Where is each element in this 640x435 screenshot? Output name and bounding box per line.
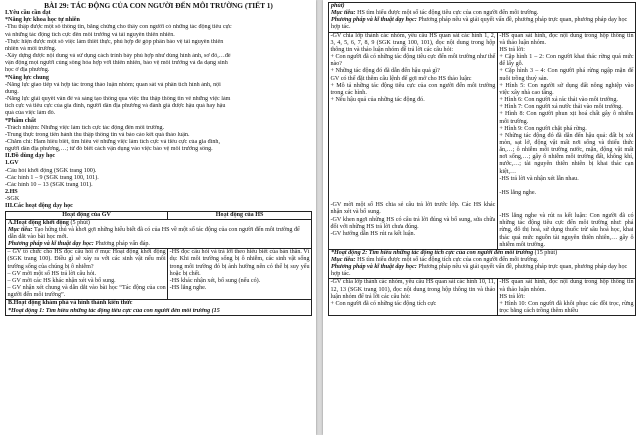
gv-step: + Con người đã có những tác động tiêu cực đến môi trường như thế nào? [330,54,496,68]
target-text: HS tìm hiểu được một số tác động tiêu cực của con người đến môi trường. [355,10,539,17]
text-line: -Năng lực giao tiếp và hợp tác trong thảo luận nhóm; quan sát và phân tích hình ảnh, nội [5,81,221,88]
activity-subtitle: *Hoạt động 1: Tìm hiểu những tác động tiêu cực của con người đến môi trường (15 [8,307,220,314]
method-text: Phương pháp nêu và giải quyết vấn đề, phương pháp trực quan, phương pháp dạy học hợp tác. [331,264,628,278]
gv-step: -GV mời một số HS chia sẻ câu trả lời trước lớp. Các HS khác nhận xét và bổ sung. [330,202,496,216]
hs-step: -HS quan sát hình, đọc nội dung trong hộp thông tin và thảo luận nhóm. [499,279,634,293]
hs-step: + Hình 7: Con người xả nước thải vào môi trường. [499,104,623,111]
hs-step: -HS lắng nghe. [169,285,207,292]
hs-step: + Cặp hình 1 – 2: Con người khai thác rừng quá mức để lấy gỗ. [499,54,634,68]
activity-header [329,3,636,33]
hs-step: HS trả lời: [499,46,525,53]
hs-cell [168,249,312,300]
text-line: -Các hình 10 – 13 (SGK trang 101). [5,181,93,188]
target-label: Mục tiêu: [331,10,356,17]
method-text: Phương pháp vấn đáp. [93,241,150,248]
hs-step: + Hình 6: Con người xả rác thải vào môi trường. [499,97,618,104]
lesson-table-continued [328,2,636,316]
text-line: -Các hình 1 – 9 (SGK trang 100, 101). [5,174,99,181]
section-heading: III.Các hoạt động dạy học [5,203,73,210]
hs-step: HS trả lời: [499,293,525,300]
section-heading: I.Yêu cầu cần đạt [5,10,51,17]
method-text: Phương pháp nêu và giải quyết vấn đề, phương pháp trực quan, phương pháp dạy học hợp tác. [331,17,628,31]
text-line: -SGK [5,196,20,203]
activity-header [6,300,312,315]
activity-time: (15 phút) [533,249,558,256]
text-line: -Trách nhiệm: Những việc làm tích cực tác động đến môi trường. [5,124,165,131]
hs-step: + Hình 9: Con người chặt phá rừng. [499,125,587,132]
gv-step: + Nêu hậu quả của những tác động đó. [330,97,425,104]
text-line: học ở địa phương. [5,67,50,74]
hs-step: -HS trả lời và nhận xét lẫn nhau. [499,175,579,182]
gv-step: – GV mời một số HS trả lời câu hỏi. [7,270,97,277]
text-line: -Trung thực trong tiến hành thu thập thông tin và báo cáo kết quả thảo luận. [5,131,190,138]
target-label: Mục tiêu: [8,226,33,233]
gv-step: + Những tác động đó đã dẫn đến hậu quả gì? [330,68,440,75]
text-line: và những tác động tích cực đến môi trường và tài nguyên thiên nhiên. [5,31,175,38]
subheading: *Năng lực khoa học tự nhiên [5,17,80,24]
hs-step: + Hình 10: Con người đã khôi phục các đồi trọc, rừng trọc bằng cách trồng thêm nhiều [499,300,634,315]
gv-step: -GV chia lớp thành các nhóm, yêu cầu HS quan sát các hình 10, 11, 12, 13 (SGK trang 101), đọc nội dung trong hộp thông tin và thảo luận nhóm để trả lời các câu hỏi: [330,279,496,300]
lesson-table [5,211,312,316]
gv-step: – GV nhận xét chung và dẫn dắt vào bài học “Tác động của con người đến môi trường”. [7,285,166,299]
activity-title: A.Hoạt động khởi động [8,219,69,226]
paragraph-block [5,125,312,154]
gv-step: -GV chia lớp thành các nhóm, yêu cầu HS quan sát các hình 1, 2, 3, 4, 5, 6, 7, 8, 9 (SGK trang 100, 101), đọc nội dung trong hộp thông tin và thảo luận nhóm để trả lời các câu hỏi: [330,32,496,53]
subheading: *Phẩm chất [5,117,36,124]
text-line: tích cực và tiêu cực của gia đình, người dân địa phương và đánh giá được hậu quả hay hậu [5,103,226,110]
column-header-gv: Hoạt động của GV [6,211,168,219]
hs-step: -HS quan sát hình, đọc nội dung trong hộp thông tin và thảo luận nhóm. [499,32,634,46]
gv-step: – GV tổ chức cho HS đọc câu hỏi ở mục Hoạt động khởi động (SGK trang 100). Điều gì sẽ xảy ra với các sinh vật nếu môi trường sống của chúng bị ô nhiễm? [7,249,166,270]
gv-cell [329,279,498,316]
target-text: Tạo hứng thú và khơi gợi những hiểu biết đã có của HS về một số tác động của con người đến môi trường để dẫn dắt vào bài học mới. [8,226,300,240]
gv-step: + Con người đã có những tác động tích cực [330,300,437,307]
text-line: -Thu thập được một số thông tin, bằng chứng cho thấy con người có những tác động tiêu cực [5,24,232,31]
activity-subtitle-cont: phút) [331,3,345,9]
paragraph-block [5,24,312,74]
gv-step: -GV hướng dẫn HS rút ra kết luận. [330,230,416,237]
document-page-left [0,0,316,435]
method-label: Phương pháp và kĩ thuật dạy học: [331,17,417,24]
lesson-title: BÀI 29: TÁC ĐỘNG CỦA CON NGƯỜI ĐẾN MÔI TRƯỜNG (TIẾT 1) [44,1,273,10]
text-line: vận động mọi người cùng sống hòa hợp với thiên nhiên, bảo vệ môi trường và đa dạng sinh [5,60,228,67]
gv-step: GV có thể đặt thêm câu lệnh để gợi mở cho HS thảo luận: [330,75,472,82]
gv-step: + Mô tả những tác động tiêu cực của con người đến môi trường trong các hình. [330,82,496,96]
activity-header [329,249,636,279]
method-label: Phương pháp và kĩ thuật dạy học: [8,241,94,248]
hs-step: -HS lắng nghe và rút ra kết luận: Con người đã có những tác động tiêu cực đến môi trường như: phá rừng, đô thị hoá, sử dụng thuốc trừ sâu hoá học, khai thác quá mức nguồn tài nguyên thiên nhiên,… gây ô nhiễm môi trường. [499,213,634,248]
column-header-hs: Hoạt động của HS [168,211,312,219]
activity-title: *Hoạt động 2: Tìm hiểu những tác động tích cực của con người đến môi trường [331,249,534,256]
hs-step: -HS lắng nghe. [499,189,537,196]
paragraph-block [5,82,312,118]
gv-cell [329,32,498,249]
document-page-right [323,0,640,435]
activity-header [6,219,312,249]
hs-step: + Cặp hình 3 – 4: Con người phá rừng ngập mặn để nuôi trồng thuỷ sản. [499,68,634,82]
text-line: -Thực hiện được một số việc làm thiết thực, phù hợp để góp phần bảo vệ tài nguyên thiên [5,38,224,45]
gv-step: – GV mời các HS khác nhận xét và bổ sung. [7,277,116,284]
hs-step: + Những tác động đó đã dẫn đến hậu quả: đất bị xói mòn, sạt lở, động vật mất nơi sống và thiếu thức ăn,…; ô nhiễm môi trường nước, mặn, động vật mất nơi sống,…; gây ô nhiễm môi trường đất, không khí, nước,…; tài nguyên thiên nhiên bị khai thác cạn kiệt,… [499,132,634,175]
text-line: dung. [5,88,19,95]
text-line: -Xây dựng được nội dung và sử dụng cách trình bày phù hợp như dùng hình ảnh, sơ đồ,…để [5,53,231,60]
text-line: -Câu hỏi khởi động (SGK trang 100). [5,167,97,174]
activity-title: B.Hoạt động khám phá và hình thành kiến thức [8,300,133,307]
target-label: Mục tiêu: [331,257,356,263]
activity-time: (5 phút) [68,219,90,226]
section-heading: II.Đồ dùng dạy học [5,153,56,160]
hs-cell [497,279,635,316]
subheading: *Năng lực chung [5,74,49,81]
hs-step: + Hình 8: Con người phun xịt hoá chất gây ô nhiễm môi trường. [499,111,634,125]
text-line: quả của việc làm đó. [5,110,56,117]
method-label: Phương pháp và kĩ thuật dạy học: [331,264,417,271]
subheading: 2.HS [5,189,18,196]
gv-cell [6,249,168,300]
hs-cell [497,32,635,249]
hs-step: + Hình 5: Con người sử dụng đất nông nghiệp vào việc xây nhà cao tầng. [499,82,634,96]
gv-step: -GV khen ngợi những HS có câu trả lời đúng và bổ sung, sửa chữa đối với những HS trả lời chưa đúng. [330,216,496,230]
text-line: người dân địa phương,…; từ đó biết cách vận dụng vào việc bảo vệ môi trường sống. [5,146,213,153]
text-line: -Năng lực giải quyết vấn đề và sáng tạo thông qua việc thu thập thông tin về những việc làm [5,96,231,103]
text-line: -Chăm chỉ: Ham hiểu biết, tìm hiểu về những việc làm tích cực và tiêu cực của gia đình, [5,138,220,145]
hs-step: -HS đọc câu hỏi và trả lời theo hiểu biết của bản thân. Ví dụ: Khi môi trường sống bị ô nhiễm, các sinh vật sống trong môi trường đó bị ảnh hưởng nên có thể bị suy yếu hoặc bị chết. [169,249,310,277]
text-line: nhiên và môi trường. [5,45,57,52]
target-text: HS tìm hiểu được một số tác động tích cực của con người đến môi trường. [355,257,539,263]
hs-step: -HS khác nhận xét, bổ sung (nếu có). [169,277,261,284]
subheading: 1.GV [5,160,19,167]
